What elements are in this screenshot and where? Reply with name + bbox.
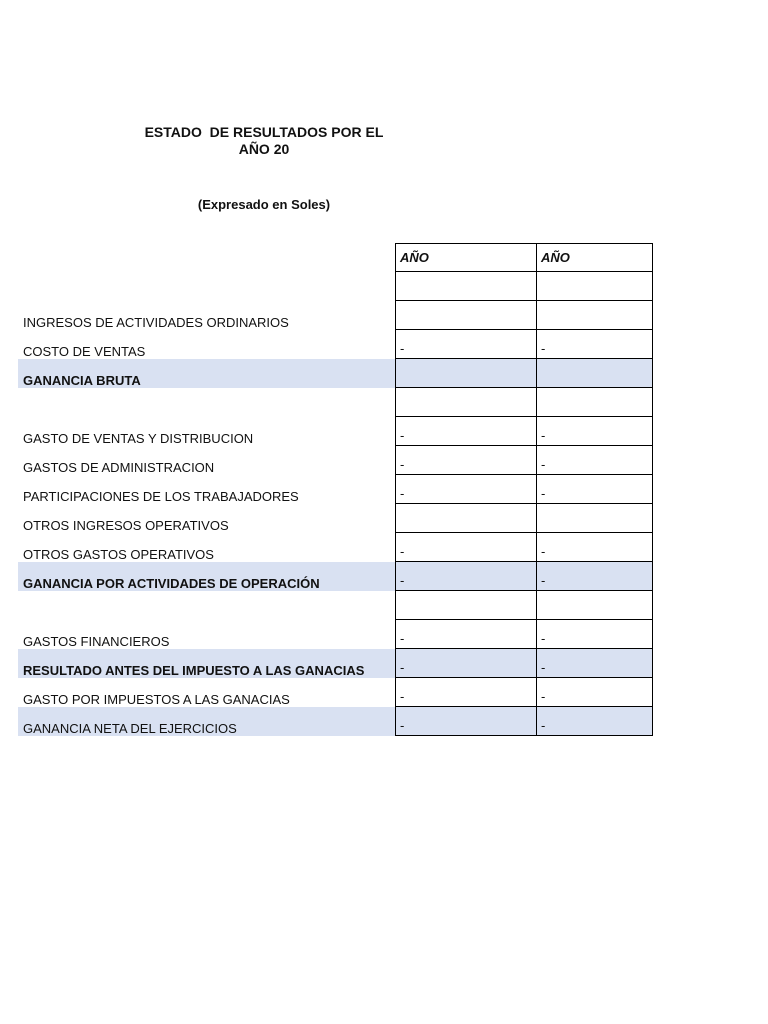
header-label-cell bbox=[18, 243, 395, 272]
document-title: ESTADO DE RESULTADOS POR EL AÑO 20 bbox=[144, 124, 384, 157]
row-label-cell bbox=[18, 388, 395, 417]
value-cell-col1[interactable] bbox=[395, 591, 536, 620]
table-row bbox=[18, 504, 654, 533]
row-label-cell bbox=[18, 707, 395, 736]
table-row bbox=[18, 359, 654, 388]
value-cell-col2[interactable] bbox=[536, 504, 653, 533]
row-label-cell bbox=[18, 620, 395, 649]
value-text: - bbox=[541, 689, 546, 704]
table-row bbox=[18, 330, 654, 359]
value-cell-col2[interactable] bbox=[536, 301, 653, 330]
value-text: - bbox=[541, 544, 546, 559]
value-text: - bbox=[400, 457, 405, 472]
row-label: PARTICIPACIONES DE LOS TRABAJADORES bbox=[23, 489, 299, 504]
row-label-cell bbox=[18, 533, 395, 562]
value-text: - bbox=[541, 660, 546, 675]
value-cell-col1[interactable] bbox=[395, 330, 536, 359]
value-cell-col2[interactable] bbox=[536, 272, 653, 301]
table-row bbox=[18, 533, 654, 562]
year-header-col2-text: AÑO bbox=[541, 250, 570, 265]
value-text: - bbox=[400, 718, 405, 733]
row-label-cell bbox=[18, 562, 395, 591]
value-cell-col2[interactable] bbox=[536, 562, 653, 591]
row-label-cell bbox=[18, 649, 395, 678]
row-label-cell bbox=[18, 359, 395, 388]
value-text: - bbox=[400, 341, 405, 356]
value-cell-col1[interactable] bbox=[395, 707, 536, 736]
table-row bbox=[18, 272, 654, 301]
row-label: OTROS GASTOS OPERATIVOS bbox=[23, 547, 214, 562]
value-cell-col1[interactable] bbox=[395, 649, 536, 678]
row-label: GASTOS DE ADMINISTRACION bbox=[23, 460, 215, 475]
row-label-cell bbox=[18, 446, 395, 475]
row-label: GANANCIA BRUTA bbox=[23, 373, 141, 388]
row-label: RESULTADO ANTES DEL IMPUESTO A LAS GANACIAS bbox=[23, 663, 365, 678]
row-label-cell bbox=[18, 504, 395, 533]
table-row bbox=[18, 678, 654, 707]
table-row bbox=[18, 707, 654, 736]
value-cell-col1[interactable] bbox=[395, 272, 536, 301]
row-label: GASTO POR IMPUESTOS A LAS GANACIAS bbox=[23, 692, 290, 707]
value-cell-col2[interactable] bbox=[536, 591, 653, 620]
value-cell-col2[interactable] bbox=[536, 678, 653, 707]
row-label-cell bbox=[18, 272, 395, 301]
value-text: - bbox=[541, 428, 546, 443]
row-label-cell bbox=[18, 301, 395, 330]
year-header-col2[interactable] bbox=[536, 243, 653, 272]
value-text: - bbox=[541, 486, 546, 501]
value-cell-col2[interactable] bbox=[536, 533, 653, 562]
row-label: GANANCIA POR ACTIVIDADES DE OPERACIÓN bbox=[23, 576, 320, 591]
row-label-cell bbox=[18, 417, 395, 446]
table-row bbox=[18, 591, 654, 620]
value-cell-col2[interactable] bbox=[536, 359, 653, 388]
value-cell-col2[interactable] bbox=[536, 388, 653, 417]
value-cell-col2[interactable] bbox=[536, 417, 653, 446]
value-text: - bbox=[400, 573, 405, 588]
income-statement-table bbox=[18, 243, 654, 736]
table-row bbox=[18, 446, 654, 475]
row-label-cell bbox=[18, 678, 395, 707]
value-text: - bbox=[541, 457, 546, 472]
table-row bbox=[18, 620, 654, 649]
value-text: - bbox=[400, 631, 405, 646]
value-cell-col1[interactable] bbox=[395, 417, 536, 446]
value-cell-col2[interactable] bbox=[536, 707, 653, 736]
row-label: GASTOS FINANCIEROS bbox=[23, 634, 170, 649]
table-header-row bbox=[18, 243, 654, 272]
value-text: - bbox=[400, 544, 405, 559]
table-row bbox=[18, 301, 654, 330]
row-label-cell bbox=[18, 591, 395, 620]
document-subtitle: (Expresado en Soles) bbox=[197, 197, 331, 212]
value-text: - bbox=[541, 341, 546, 356]
value-text: - bbox=[400, 428, 405, 443]
value-cell-col1[interactable] bbox=[395, 446, 536, 475]
value-text: - bbox=[400, 660, 405, 675]
value-cell-col2[interactable] bbox=[536, 330, 653, 359]
value-cell-col1[interactable] bbox=[395, 562, 536, 591]
year-header-col1-text: AÑO bbox=[400, 250, 429, 265]
value-text: - bbox=[541, 718, 546, 733]
row-label: INGRESOS DE ACTIVIDADES ORDINARIOS bbox=[23, 315, 289, 330]
value-cell-col1[interactable] bbox=[395, 620, 536, 649]
table-row bbox=[18, 417, 654, 446]
table-row bbox=[18, 649, 654, 678]
value-cell-col1[interactable] bbox=[395, 533, 536, 562]
value-cell-col2[interactable] bbox=[536, 620, 653, 649]
value-cell-col1[interactable] bbox=[395, 301, 536, 330]
value-cell-col1[interactable] bbox=[395, 359, 536, 388]
row-label: GASTO DE VENTAS Y DISTRIBUCION bbox=[23, 431, 254, 446]
year-header-col1[interactable] bbox=[395, 243, 536, 272]
table-row bbox=[18, 562, 654, 591]
value-cell-col2[interactable] bbox=[536, 649, 653, 678]
value-cell-col2[interactable] bbox=[536, 446, 653, 475]
table-body bbox=[18, 272, 654, 736]
row-label-cell bbox=[18, 330, 395, 359]
value-text: - bbox=[400, 486, 405, 501]
value-cell-col2[interactable] bbox=[536, 475, 653, 504]
value-text: - bbox=[541, 631, 546, 646]
row-label: GANANCIA NETA DEL EJERCICIOS bbox=[23, 721, 237, 736]
row-label: COSTO DE VENTAS bbox=[23, 344, 146, 359]
table-row bbox=[18, 475, 654, 504]
value-text: - bbox=[400, 689, 405, 704]
table-row bbox=[18, 388, 654, 417]
row-label-cell bbox=[18, 475, 395, 504]
value-cell-col1[interactable] bbox=[395, 504, 536, 533]
value-text: - bbox=[541, 573, 546, 588]
value-cell-col1[interactable] bbox=[395, 388, 536, 417]
value-cell-col1[interactable] bbox=[395, 678, 536, 707]
row-label: OTROS INGRESOS OPERATIVOS bbox=[23, 518, 229, 533]
value-cell-col1[interactable] bbox=[395, 475, 536, 504]
